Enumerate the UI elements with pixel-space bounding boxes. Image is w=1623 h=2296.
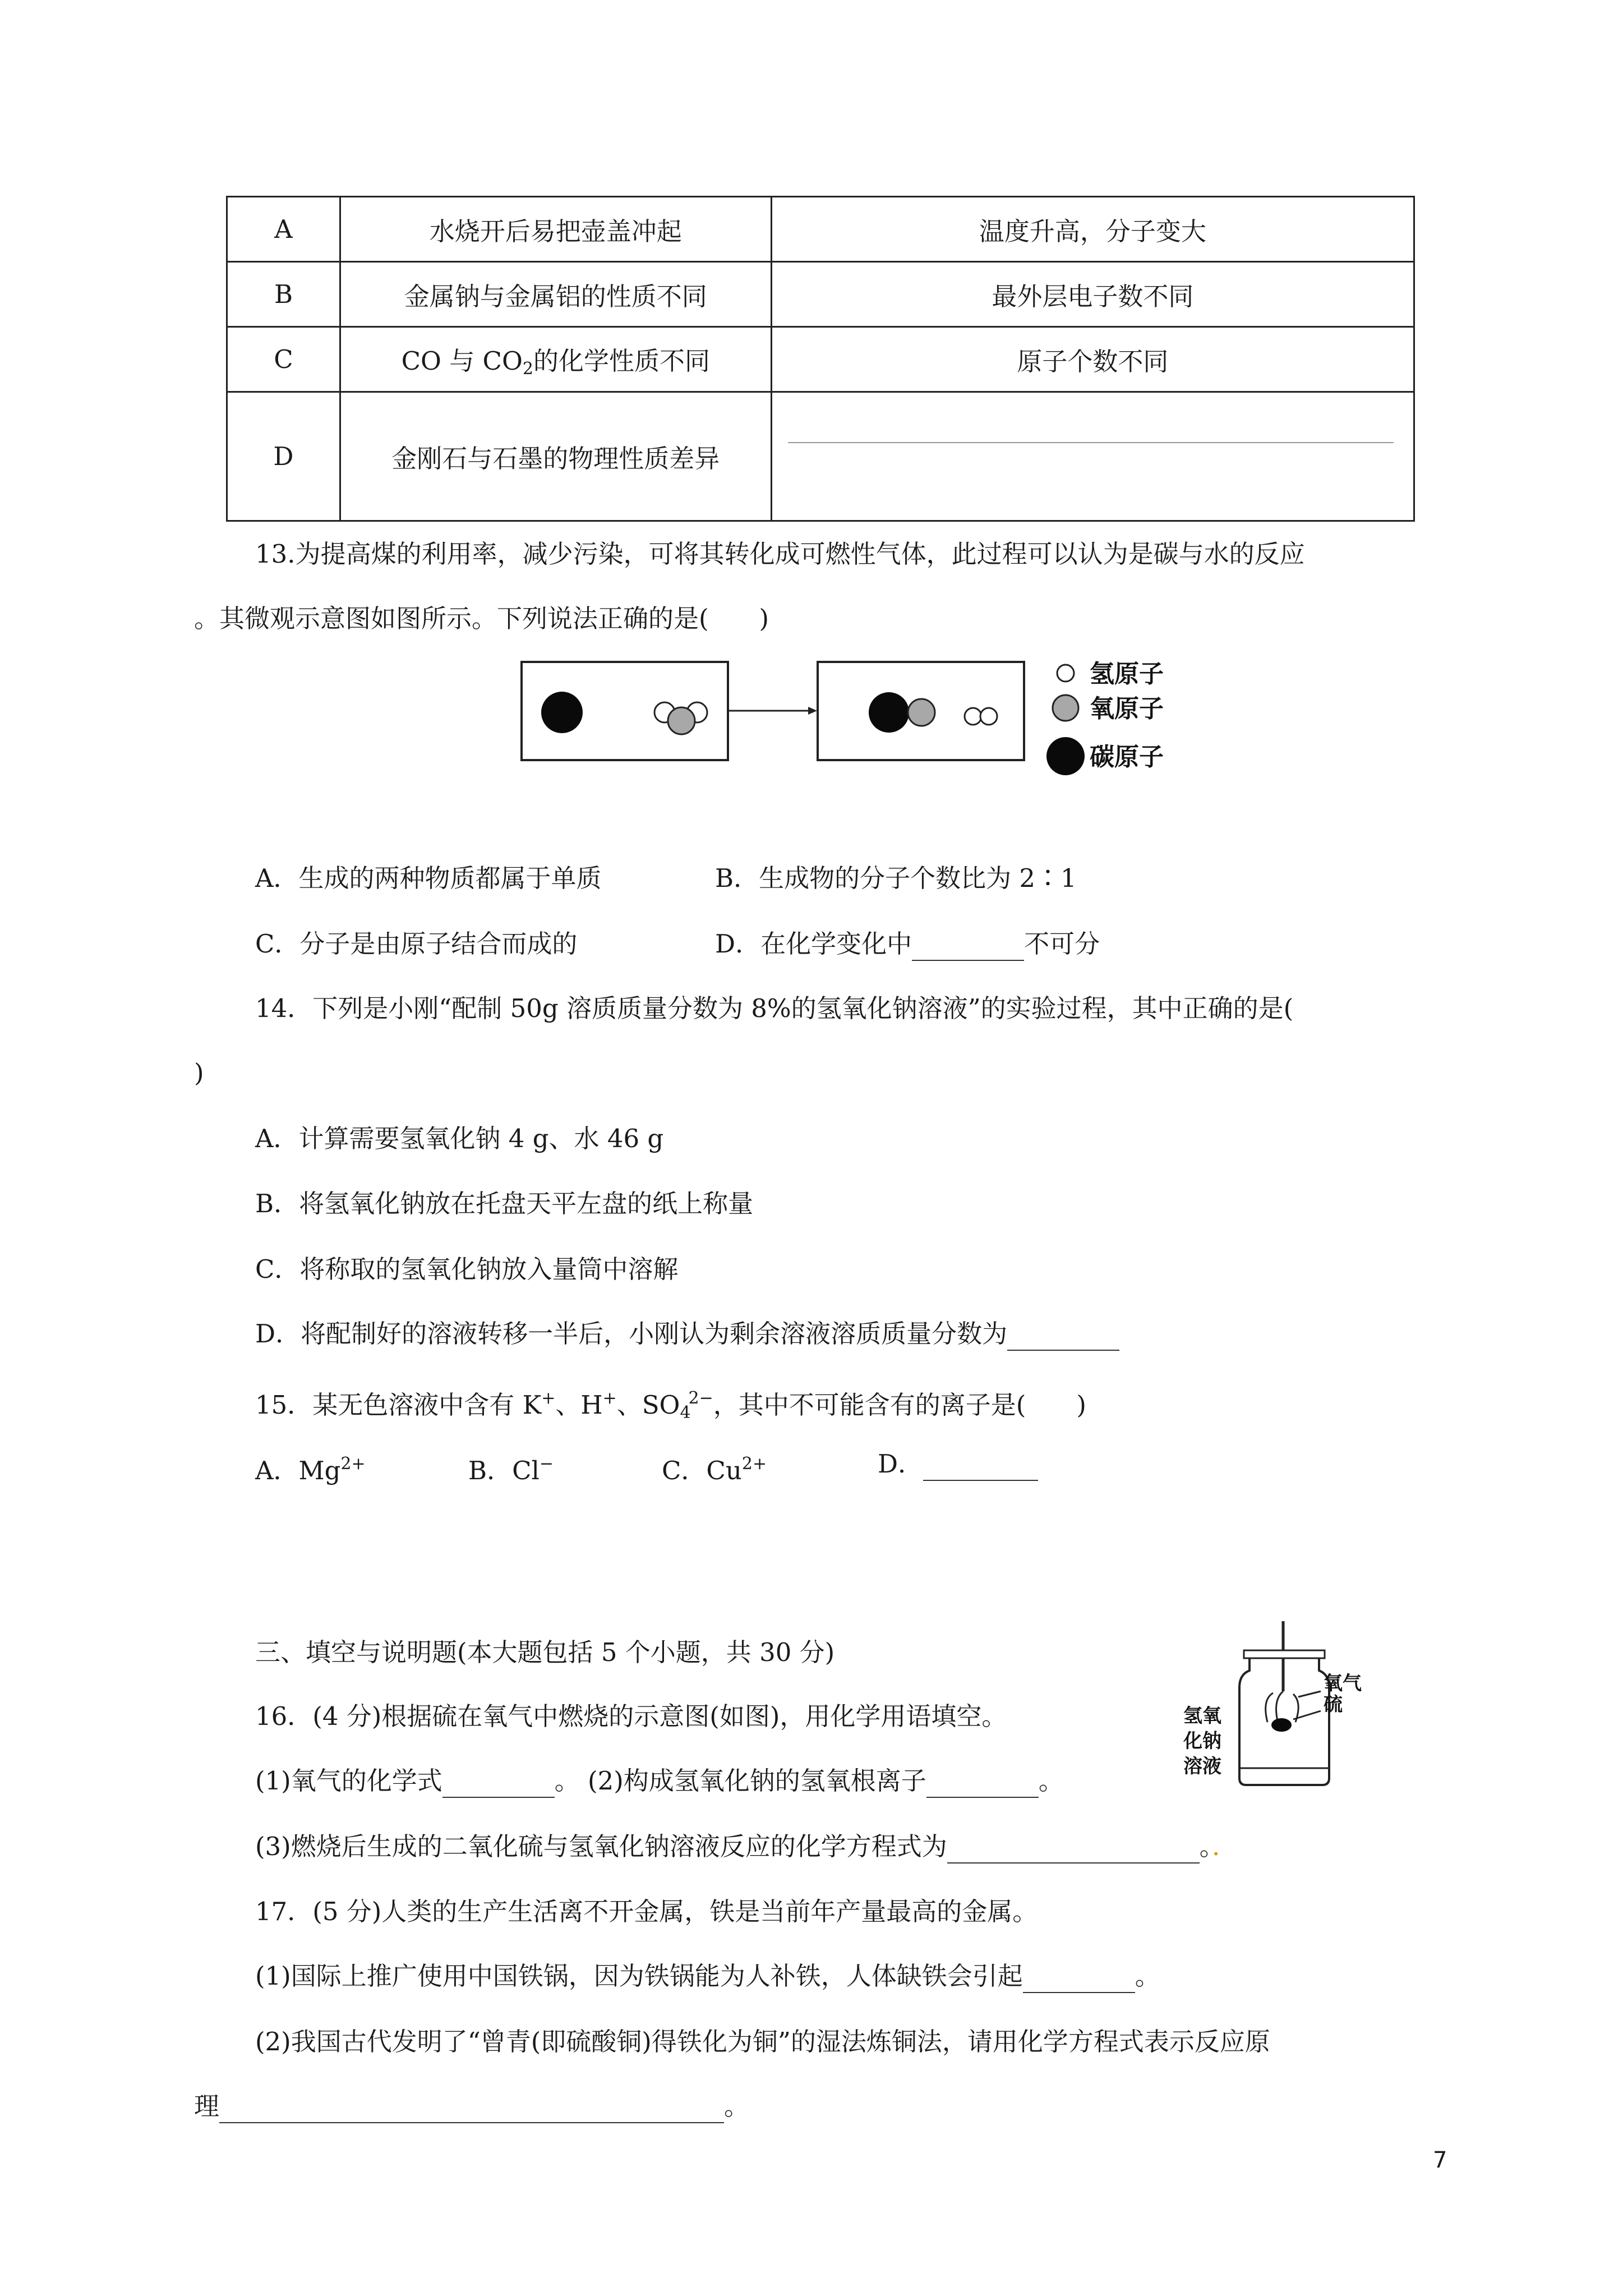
row-phenomenon: 水烧开后易把壶盖冲起 — [340, 197, 771, 262]
legend-hydrogen-label: 氢原子 — [1090, 660, 1164, 688]
q15-option-d[interactable] — [878, 1447, 1038, 1481]
arrow-head — [808, 707, 817, 715]
period: 。 — [1135, 1961, 1160, 1991]
subscript: 2 — [522, 358, 533, 379]
legend-oxygen-label: 氧原子 — [1090, 694, 1164, 723]
q17-stem-line3: (2)我国古代发明了“曾青(即硫酸铜)得铁化为铜”的湿法炼铜法，请用化学方程式表示反应原 — [255, 2027, 1270, 2056]
carbon-atom — [869, 692, 909, 733]
q17-part1-text: (1)国际上推广使用中国铁锅，因为铁锅能为人补铁，人体缺铁会引起 — [255, 1961, 1023, 1991]
row-explanation: 温度升高，分子变大 — [771, 197, 1414, 262]
superscript: 2+ — [741, 1454, 767, 1474]
legend-oxygen-symbol — [1053, 695, 1078, 721]
q17-part2-text: 理 — [194, 2091, 220, 2121]
table-row — [227, 392, 1414, 521]
superscript: + — [602, 1388, 617, 1408]
q15-option-a[interactable] — [255, 1447, 366, 1488]
section-3-title: 三、填空与说明题(本大题包括 5 个小题，共 30 分) — [255, 1637, 835, 1667]
option-d-text-pre: D．在化学变化中 — [715, 929, 912, 959]
q15-stem — [255, 1382, 1086, 1430]
q16-stem-line1: 16．(4 分)根据硫在氧气中燃烧的示意图(如图)，用化学用语填空。 — [255, 1701, 1007, 1731]
label-leader-oxygen — [1298, 1691, 1321, 1697]
answer-blank[interactable] — [947, 1834, 1200, 1864]
superscript: − — [539, 1454, 554, 1474]
sulfur-combustion-figure — [1183, 1621, 1396, 1806]
q14-option-b[interactable]: B．将氢氧化钠放在托盘天平左盘的纸上称量 — [255, 1189, 754, 1218]
q13-stem-line1: 13.为提高煤的利用率，减少污染，可将其转化成可燃性气体，此过程可以认为是碳与水的反应 — [255, 539, 1305, 569]
option-text: D． — [878, 1449, 924, 1479]
row-letter: D — [227, 392, 340, 521]
period: 。 — [724, 2091, 750, 2121]
q17-stem-line4 — [194, 2090, 749, 2123]
row-letter: B — [227, 262, 340, 327]
answer-blank[interactable] — [442, 1769, 555, 1798]
reaction-micro-diagram — [519, 656, 1192, 785]
q16-part3-text: (3)燃烧后生成的二氧化硫与氢氧化钠溶液反应的化学方程式为 — [255, 1832, 947, 1861]
option-text: B．Cl — [468, 1456, 540, 1485]
table-row — [227, 262, 1414, 327]
q15-option-c[interactable] — [662, 1447, 767, 1488]
q15-text-mid2: 、SO — [616, 1390, 680, 1420]
hydrogen-atom — [980, 708, 997, 725]
q14-option-c[interactable]: C．将称取的氢氧化钠放入量筒中溶解 — [255, 1254, 679, 1284]
label-naoh-line3: 溶液 — [1183, 1755, 1221, 1778]
answer-blank[interactable] — [923, 1452, 1038, 1481]
option-d-text: D．将配制好的溶液转移一半后，小刚认为剩余溶液溶质质量分数为 — [255, 1319, 1008, 1349]
q16-part2-text: 。 (2)构成氢氧化钠的氢氧根离子 — [554, 1766, 926, 1796]
legend-carbon-symbol — [1046, 737, 1085, 775]
option-text: C．Cu — [662, 1456, 742, 1485]
superscript: + — [541, 1388, 556, 1408]
answer-blank[interactable] — [219, 2094, 724, 2123]
oxygen-atom — [668, 707, 695, 734]
q13-option-b[interactable]: B．生成物的分子个数比为 2∶1 — [715, 863, 1077, 893]
subscript: 4 — [680, 1403, 691, 1423]
q15-text-pre: 15．某无色溶液中含有 K — [255, 1390, 542, 1420]
label-sulfur: 硫 — [1324, 1694, 1343, 1716]
label-naoh-line1: 氢氧 — [1183, 1705, 1221, 1727]
option-text: A．Mg — [255, 1456, 341, 1485]
jar-lid — [1244, 1650, 1325, 1658]
q17-stem-line1: 17．(5 分)人类的生产生活离不开金属，铁是当前年产量最高的金属。 — [255, 1897, 1038, 1926]
q13-option-d[interactable] — [715, 927, 1100, 961]
option-d-text-post: 不可分 — [1024, 929, 1100, 959]
q15-option-b[interactable] — [468, 1447, 554, 1488]
q16-stem-line2 — [255, 1764, 1064, 1798]
q17-stem-line2 — [255, 1959, 1160, 1993]
period: 。 — [1199, 1832, 1212, 1861]
legend-hydrogen-symbol — [1057, 665, 1074, 682]
q13-option-a[interactable]: A．生成的两种物质都属于单质 — [255, 863, 602, 893]
carbon-atom — [541, 692, 583, 733]
phenomenon-text-post: 的化学性质不同 — [533, 346, 710, 376]
q13-option-c[interactable]: C．分子是由原子结合而成的 — [255, 929, 578, 959]
row-letter: C — [227, 327, 340, 392]
label-naoh-line2: 化钠 — [1183, 1730, 1221, 1752]
table-row — [227, 327, 1414, 392]
hydrogen-atom — [965, 708, 981, 725]
question-12-table — [226, 196, 1415, 522]
row-phenomenon: 金刚石与石墨的物理性质差异 — [340, 392, 771, 521]
page-number: 7 — [1433, 2147, 1447, 2173]
row-explanation: 原子个数不同 — [771, 327, 1414, 392]
label-oxygen: 氧气 — [1324, 1672, 1362, 1695]
q14-stem-line1: 14．下列是小刚“配制 50g 溶质质量分数为 8%的氢氧化钠溶液”的实验过程，其中正确的是( — [255, 993, 1294, 1023]
answer-blank[interactable] — [926, 1769, 1039, 1798]
q16-stem-line3 — [255, 1830, 1237, 1864]
answer-blank[interactable] — [1007, 1322, 1119, 1351]
oxygen-atom — [908, 699, 935, 726]
q13-stem-line2: 。其微观示意图如图所示。下列说法正确的是( ) — [194, 604, 769, 633]
legend-carbon-label: 碳原子 — [1090, 743, 1164, 771]
table-row — [227, 197, 1414, 262]
period: 。 — [1038, 1766, 1064, 1796]
superscript: 2+ — [340, 1454, 366, 1474]
q14-option-a[interactable]: A．计算需要氢氧化钠 4 g、水 46 g — [255, 1124, 664, 1153]
row-phenomenon: 金属钠与金属铝的性质不同 — [340, 262, 771, 327]
sulfur-in-spoon — [1271, 1718, 1292, 1732]
row-explanation: 最外层电子数不同 — [771, 262, 1414, 327]
q15-text-post: ，其中不可能含有的离子是( ) — [713, 1390, 1086, 1420]
answer-blank-line — [788, 442, 1394, 443]
q16-part1-text: (1)氧气的化学式 — [255, 1766, 442, 1796]
decor-dot: ． — [1212, 1832, 1238, 1861]
superscript: 2− — [688, 1388, 713, 1408]
row-explanation-blank[interactable] — [771, 392, 1414, 521]
answer-blank[interactable] — [912, 932, 1024, 961]
q15-text-mid1: 、H — [555, 1390, 603, 1420]
answer-blank[interactable] — [1023, 1964, 1135, 1993]
q14-option-d[interactable] — [255, 1317, 1119, 1351]
q14-stem-line2: ) — [194, 1058, 204, 1088]
phenomenon-text-pre: CO 与 CO — [401, 346, 523, 376]
row-letter: A — [227, 197, 340, 262]
row-phenomenon — [340, 327, 771, 392]
flame-icon — [1266, 1691, 1298, 1722]
